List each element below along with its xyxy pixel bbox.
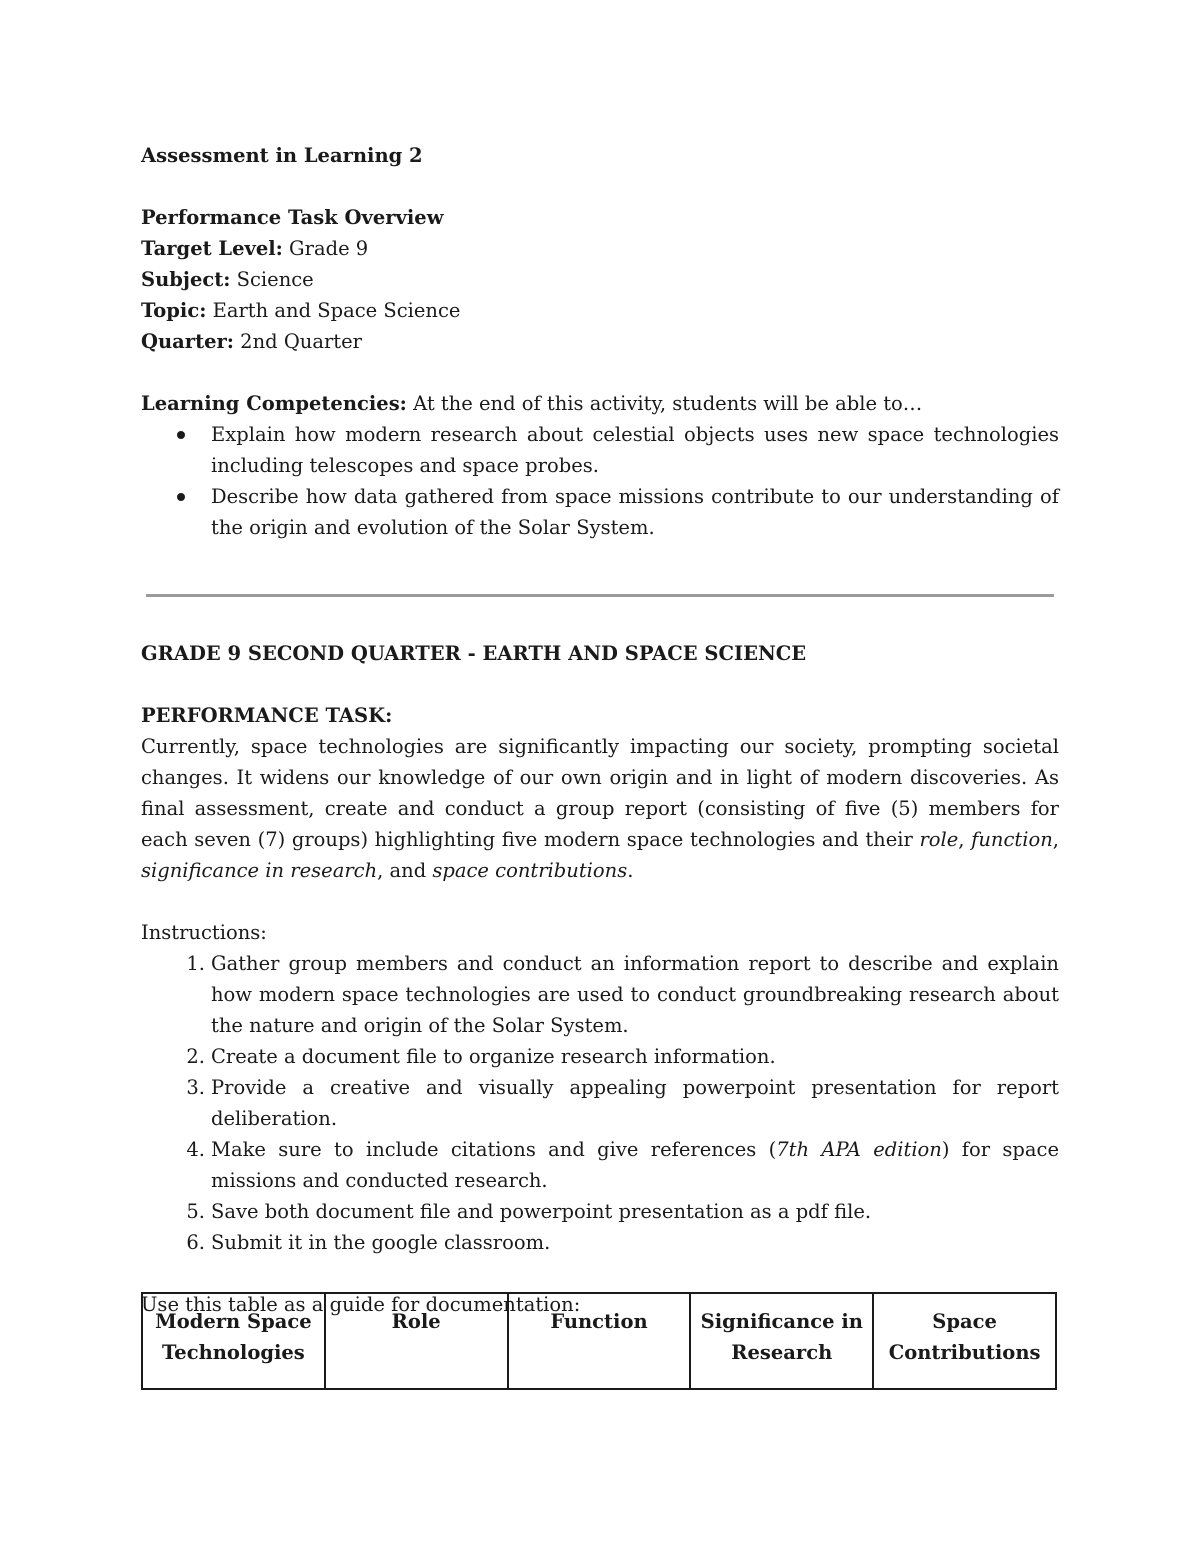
course-title: Assessment in Learning 2 (141, 144, 423, 167)
field-subject: Subject: Science (141, 268, 314, 291)
table-header-row (142, 1293, 1056, 1389)
field-quarter: Quarter: 2nd Quarter (141, 330, 363, 353)
field-topic: Topic: Earth and Space Science (141, 299, 461, 322)
task-heading: GRADE 9 SECOND QUARTER - EARTH AND SPACE SCIENCE (141, 642, 807, 665)
table-header-cell: Significance in Research (690, 1293, 873, 1389)
list-item: 3. Provide a creative and visually appealing powerpoint presentation for report deliberation. (186, 1076, 1059, 1130)
list-item: 4. Make sure to include citations and give references (7th APA edition) for space missions and conducted research. (186, 1138, 1059, 1192)
overview-section (141, 140, 1059, 543)
overview-title: Performance Task Overview (141, 206, 444, 229)
table-header-cell: Function (508, 1293, 691, 1389)
performance-task-section (141, 638, 1059, 1320)
task-body: Currently, space technologies are significantly impacting our society, prompting societal changes. It widens our knowledge of our own origin and in light of modern discoveries. As final assessment, create and conduct a group report (consisting of five (5) members for each seven (7) groups) highlighting five modern space technologies and their role, function, significance in research, and space contributions. (141, 735, 1059, 882)
competencies-list (141, 419, 1059, 543)
list-item: 2. Create a document file to organize research information. (186, 1045, 776, 1068)
bullet-icon (177, 431, 185, 439)
horizontal-divider (146, 594, 1054, 597)
list-item: Explain how modern research about celestial objects uses new space technologies including telescopes and space probes. (211, 419, 1059, 481)
list-item: 5. Save both document file and powerpoint presentation as a pdf file. (186, 1200, 872, 1223)
table-header-cell: Space Contributions (873, 1293, 1056, 1389)
bullet-icon (177, 493, 185, 501)
table-header-cell: Role (325, 1293, 508, 1389)
documentation-guide-table (141, 1292, 1057, 1390)
task-label: PERFORMANCE TASK: (141, 704, 393, 727)
instructions-list (141, 948, 1059, 1258)
list-item: Describe how data gathered from space missions contribute to our understanding of the origin and evolution of the Solar System. (211, 481, 1059, 543)
instructions-label: Instructions: (141, 921, 267, 944)
field-target-level: Target Level: Grade 9 (141, 237, 369, 260)
competencies-intro: Learning Competencies: At the end of this activity, students will be able to… (141, 392, 923, 415)
list-item: 6. Submit it in the google classroom. (186, 1231, 551, 1254)
list-item: 1. Gather group members and conduct an information report to describe and explain how modern space technologies are used to conduct groundbreaking research about the nature and origin of the Solar System. (186, 952, 1059, 1037)
table-header-cell: Modern Space Technologies (142, 1293, 325, 1389)
table-intro: Use this table as a guide for documentation: (141, 1293, 581, 1316)
